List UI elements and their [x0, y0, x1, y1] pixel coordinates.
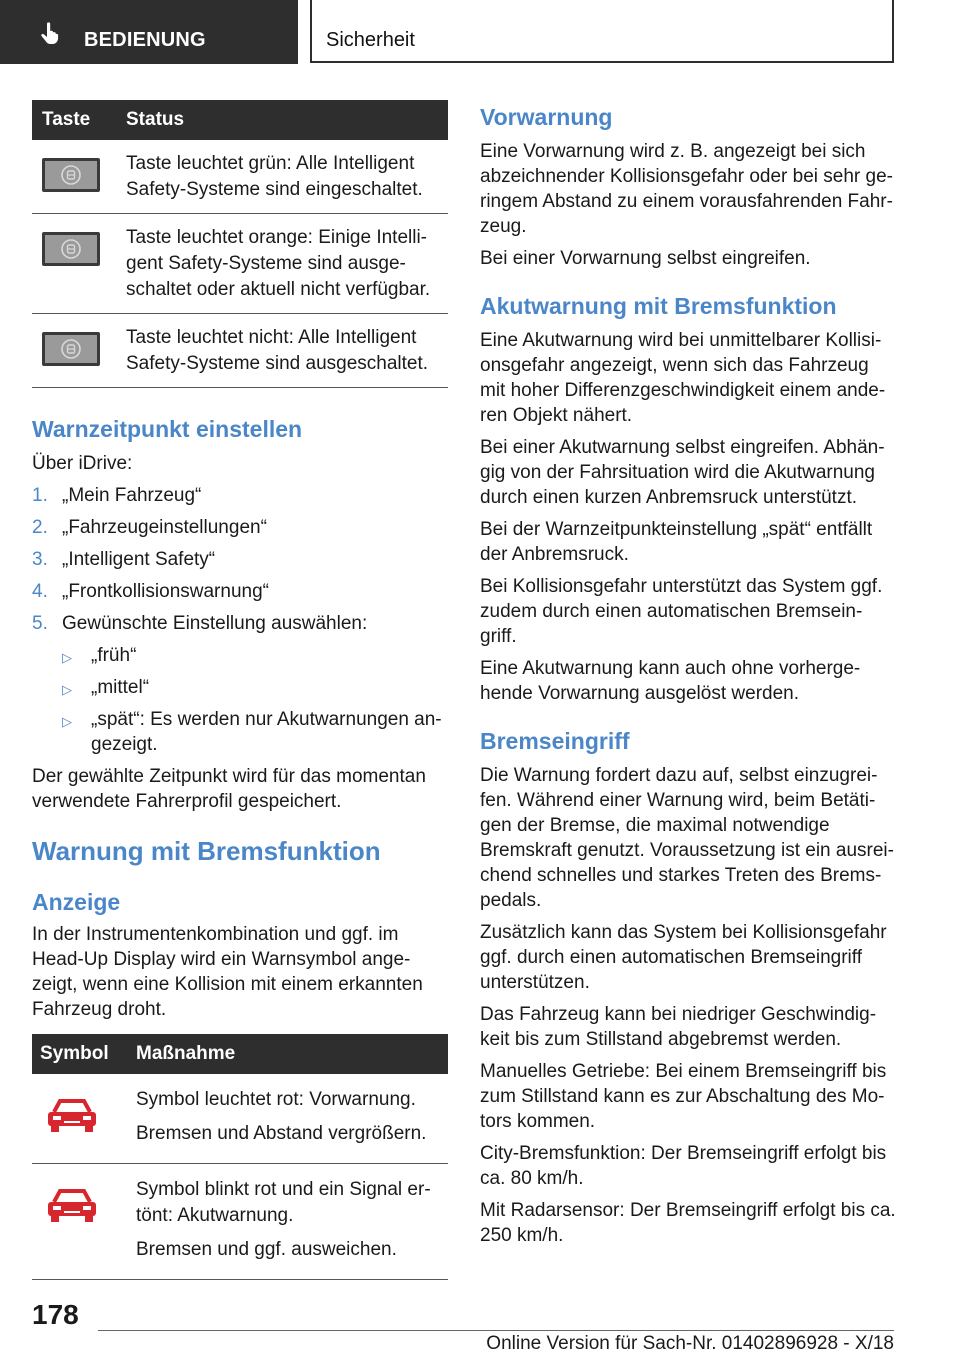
- vorwarnung-heading: Vorwarnung: [480, 104, 613, 130]
- symbol-text: Symbol leuchtet rot: Vorwarnung.: [136, 1089, 416, 1110]
- table-row: [32, 214, 448, 314]
- paragraph: Manuelles Getriebe: Bei einem Bremseingriff bis zum Stillstand kann es zur Abschaltung des Mo-tors kommen.: [480, 1061, 887, 1132]
- col-header-massnahme: Maßnahme: [136, 1034, 448, 1074]
- col-header-taste: Taste: [32, 100, 126, 140]
- status-text: Taste leuchtet nicht: Alle Intelligent Safety-Systeme sind ausgeschaltet.: [126, 314, 448, 388]
- warnung-heading: Warnung mit Bremsfunktion: [32, 836, 381, 866]
- paragraph: Bei der Warnzeitpunkteinstellung „spät“ entfällt der Anbremsruck.: [480, 519, 873, 565]
- table-row: [32, 1074, 448, 1164]
- car-warning-icon: [42, 1096, 102, 1136]
- footer-divider: [98, 1330, 894, 1331]
- anzeige-heading: Anzeige: [32, 889, 121, 915]
- table-row: [32, 314, 448, 388]
- list-item: ▷ „mittel“: [62, 675, 448, 700]
- paragraph: Zusätzlich kann das System bei Kollisionsgefahr ggf. durch einen automatischen Bremseingriff unterstützen.: [480, 922, 887, 993]
- symbol-text: Bremsen und ggf. ausweichen.: [136, 1239, 397, 1260]
- steps-list: [32, 483, 448, 757]
- options-list: [62, 643, 448, 757]
- idrive-intro: Über iDrive:: [32, 453, 133, 474]
- akutwarnung-heading: Akutwarnung mit Bremsfunktion: [480, 293, 837, 319]
- paragraph: Bei einer Akutwarnung selbst eingreifen. Abhän-gig von der Fahrsituation wird die Akutwarnung durch einen kurzen Anbremsruck unterstützt.: [480, 437, 885, 508]
- section-title: Sicherheit: [326, 29, 415, 51]
- car-distance-icon: [60, 164, 82, 186]
- safety-button-icon: [42, 232, 100, 266]
- paragraph: Eine Vorwarnung wird z. B. angezeigt bei sich abzeichnender Kollisionsgefahr oder bei sehr ge-ringem Abstand zu einem vorausfahrenden Fahr-zeug.: [480, 141, 893, 237]
- footer-online-version: Online Version für Sach-Nr. 01402896928 - X/18: [486, 1333, 894, 1354]
- bremseingriff-heading: Bremseingriff: [480, 728, 630, 754]
- paragraph: Mit Radarsensor: Der Bremseingriff erfolgt bis ca. 250 km/h.: [480, 1200, 896, 1246]
- symbol-text: Bremsen und Abstand vergrößern.: [136, 1123, 427, 1144]
- paragraph: Das Fahrzeug kann bei niedriger Geschwindig-keit bis zum Stillstand abgebremst werden.: [480, 1004, 877, 1050]
- paragraph: Bei einer Vorwarnung selbst eingreifen.: [480, 248, 811, 269]
- list-item: ▷ „spät“: Es werden nur Akutwarnungen an-gezeigt.: [62, 709, 442, 755]
- table-row: [32, 1164, 448, 1280]
- triangle-bullet-icon: ▷: [62, 714, 72, 729]
- list-item: 3. „Intelligent Safety“: [32, 549, 216, 570]
- paragraph: Eine Akutwarnung wird bei unmittelbarer Kollisi-onsgefahr angezeigt, wenn sich das Fahrzeug mit hoher Differenzgeschwindigkeit einem ande-ren Objekt nähert.: [480, 330, 886, 426]
- car-distance-icon: [60, 338, 82, 360]
- symbol-table: [32, 1034, 448, 1280]
- chapter-tab-label: BEDIENUNG: [84, 29, 206, 51]
- status-table: [32, 100, 448, 388]
- left-column: [32, 100, 448, 1280]
- page-number: 178: [32, 1299, 79, 1330]
- car-distance-icon: [60, 238, 82, 260]
- list-item: 2. „Fahrzeugeinstellungen“: [32, 517, 267, 538]
- paragraph: Eine Akutwarnung kann auch ohne vorherge-hende Vorwarnung ausgelöst werden.: [480, 658, 861, 704]
- col-header-status: Status: [126, 100, 448, 140]
- safety-button-icon: [42, 332, 100, 366]
- status-text: Taste leuchtet orange: Einige Intelli-gent Safety-Systeme sind ausge-schaltet oder aktuell nicht verfügbar.: [126, 214, 448, 314]
- status-text: Taste leuchtet grün: Alle Intelligent Safety-Systeme sind eingeschaltet.: [126, 140, 448, 214]
- section-header: [310, 0, 894, 63]
- table-row: [32, 140, 448, 214]
- symbol-text: Symbol blinkt rot und ein Signal er-tönt: Akutwarnung.: [136, 1179, 431, 1226]
- list-item: 1. „Mein Fahrzeug“: [32, 485, 202, 506]
- triangle-bullet-icon: ▷: [62, 650, 72, 665]
- warnzeitpunkt-heading: Warnzeitpunkt einstellen: [32, 416, 303, 442]
- chapter-tab: [0, 0, 298, 64]
- list-item: 5. Gewünschte Einstellung auswählen: ▷ „früh“ ▷ „mittel“ ▷ „spät“: Es werden nur Akutwarnungen an-gezeigt.: [32, 611, 448, 757]
- col-header-symbol: Symbol: [32, 1034, 136, 1074]
- hand-pointer-icon: [38, 22, 62, 46]
- profile-note: Der gewählte Zeitpunkt wird für das momentan verwendete Fahrerprofil gespeichert.: [32, 766, 426, 812]
- paragraph: Bei Kollisionsgefahr unterstützt das System ggf. zudem durch einen automatischen Bremsein-griff.: [480, 576, 883, 647]
- car-warning-icon: [42, 1186, 102, 1226]
- paragraph: Die Warnung fordert dazu auf, selbst einzugrei-fen. Während einer Warnung wird, beim Betäti-gen der Bremse, die maximal notwendige Bremskraft genutzt. Voraussetzung ist ein ausrei-chend schnelles und starkes Treten des Brems-pedals.: [480, 765, 894, 911]
- list-item: 4. „Frontkollisionswarnung“: [32, 581, 269, 602]
- list-item: ▷ „früh“: [62, 643, 448, 668]
- right-column: [480, 100, 898, 1255]
- triangle-bullet-icon: ▷: [62, 682, 72, 697]
- anzeige-text: In der Instrumentenkombination und ggf. im Head-Up Display wird ein Warnsymbol ange-zeigt, wenn eine Kollision mit einem erkannten Fahrzeug droht.: [32, 924, 423, 1020]
- safety-button-icon: [42, 158, 100, 192]
- paragraph: City-Bremsfunktion: Der Bremseingriff erfolgt bis ca. 80 km/h.: [480, 1143, 887, 1189]
